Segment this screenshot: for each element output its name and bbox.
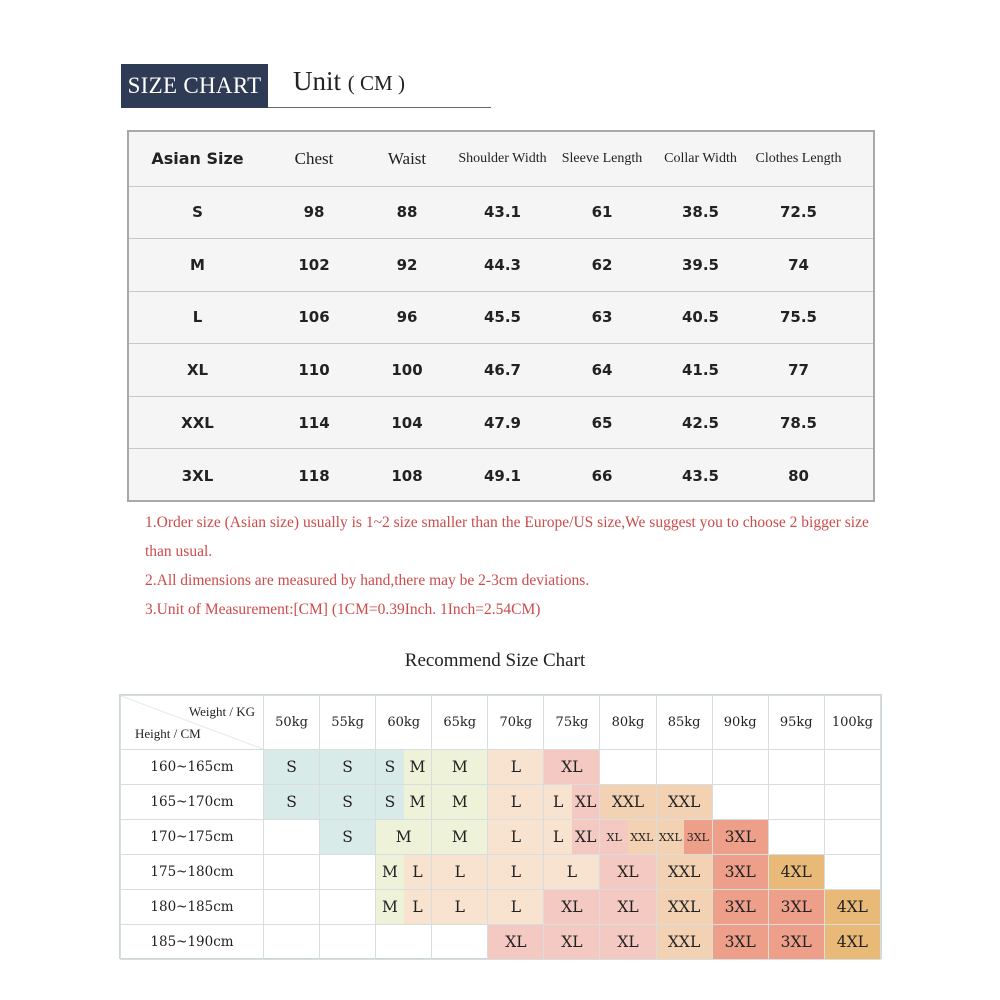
size-cell: 3XL bbox=[181, 466, 214, 485]
recommend-cell bbox=[824, 750, 880, 785]
height-label-cell: 180~185cm bbox=[121, 890, 264, 925]
recommend-cell: S bbox=[264, 750, 320, 785]
recommend-cell bbox=[264, 925, 320, 960]
recommend-cell: XXL bbox=[656, 855, 712, 890]
recommend-cell: M bbox=[376, 820, 432, 855]
recommend-cell: L bbox=[488, 890, 544, 925]
size-cell: 75.5 bbox=[750, 291, 847, 344]
recommend-row bbox=[121, 855, 881, 890]
size-cell: 106 bbox=[266, 291, 362, 344]
size-cell: 102 bbox=[266, 239, 362, 292]
size-row-filler bbox=[847, 291, 873, 344]
split-cell bbox=[376, 750, 431, 784]
recommend-cell bbox=[376, 750, 432, 785]
size-cell: 74 bbox=[750, 239, 847, 292]
recommend-cell: L bbox=[544, 855, 600, 890]
recommend-cell: XL bbox=[544, 890, 600, 925]
recommend-cell: XXL bbox=[600, 785, 656, 820]
recommend-cell: 4XL bbox=[824, 890, 880, 925]
split-size-label: M bbox=[376, 855, 404, 889]
recommend-cell: S bbox=[320, 820, 376, 855]
recommend-cell: XL bbox=[488, 925, 544, 960]
split-cell bbox=[376, 785, 431, 819]
recommend-cell bbox=[376, 855, 432, 890]
recommend-cell: 4XL bbox=[768, 855, 824, 890]
recommend-cell: L bbox=[488, 785, 544, 820]
unit-sub: ( CM ) bbox=[347, 71, 405, 95]
recommend-cell bbox=[600, 750, 656, 785]
size-cell: 61 bbox=[553, 186, 651, 239]
split-size-label: M bbox=[404, 785, 432, 819]
recommend-cell: XL bbox=[600, 925, 656, 960]
recommend-cell bbox=[768, 750, 824, 785]
weight-header-cell: 60kg bbox=[376, 696, 432, 750]
size-table-row bbox=[129, 344, 873, 397]
size-cell: 88 bbox=[362, 186, 452, 239]
recommend-cell bbox=[320, 855, 376, 890]
height-label-cell: 175~180cm bbox=[121, 855, 264, 890]
split-size-label: M bbox=[376, 890, 404, 924]
size-row-filler bbox=[847, 239, 873, 292]
size-cell: 43.5 bbox=[681, 466, 719, 485]
size-table-container bbox=[127, 130, 875, 502]
weight-header-cell: 95kg bbox=[768, 696, 824, 750]
recommend-cell: XXL bbox=[656, 890, 712, 925]
recommend-cell: XXL bbox=[656, 785, 712, 820]
recommend-row bbox=[121, 890, 881, 925]
recommend-cell: 3XL bbox=[712, 820, 768, 855]
size-cell: L bbox=[129, 291, 266, 344]
size-row-filler bbox=[847, 186, 873, 239]
recommend-corner-cell bbox=[121, 696, 264, 750]
size-cell: 98 bbox=[266, 186, 362, 239]
split-size-label: 3XL bbox=[684, 820, 712, 854]
size-table-row bbox=[129, 396, 873, 449]
recommend-cell bbox=[320, 890, 376, 925]
weight-header-cell: 85kg bbox=[656, 696, 712, 750]
split-cell bbox=[600, 820, 655, 854]
recommend-cell bbox=[768, 820, 824, 855]
recommend-cell bbox=[320, 925, 376, 960]
recommend-cell: L bbox=[488, 820, 544, 855]
size-cell: 62 bbox=[553, 239, 651, 292]
recommend-cell: S bbox=[264, 785, 320, 820]
recommend-header-row bbox=[121, 696, 881, 750]
size-row-filler bbox=[847, 449, 873, 502]
size-cell: 110 bbox=[266, 344, 362, 397]
note-1: 1.Order size (Asian size) usually is 1~2 size smaller than the Europe/US size,We suggest you to choose 2 bigger size than usual. bbox=[145, 514, 869, 560]
size-notes bbox=[145, 508, 875, 624]
size-cell: 38.5 bbox=[651, 186, 750, 239]
header-divider bbox=[268, 107, 491, 108]
recommend-cell: M bbox=[432, 820, 488, 855]
size-table-row bbox=[129, 291, 873, 344]
size-header-cell: Clothes Length bbox=[750, 132, 847, 186]
split-size-label: XL bbox=[572, 785, 600, 819]
recommend-cell bbox=[544, 820, 600, 855]
size-header-cell: Sleeve Length bbox=[553, 132, 651, 186]
recommend-cell bbox=[376, 890, 432, 925]
size-cell: 43.1 bbox=[452, 186, 553, 239]
size-cell: S bbox=[129, 186, 266, 239]
weight-header-cell: 80kg bbox=[600, 696, 656, 750]
size-cell: 49.1 bbox=[483, 466, 521, 485]
size-cell: 44.3 bbox=[452, 239, 553, 292]
recommend-cell bbox=[824, 785, 880, 820]
height-label-cell: 170~175cm bbox=[121, 820, 264, 855]
size-cell: 41.5 bbox=[651, 344, 750, 397]
size-cell: 108 bbox=[391, 466, 423, 485]
split-size-label: S bbox=[376, 785, 404, 819]
split-cell bbox=[657, 820, 712, 854]
recommend-cell: L bbox=[488, 855, 544, 890]
recommend-title: Recommend Size Chart bbox=[404, 650, 586, 671]
recommend-cell bbox=[712, 785, 768, 820]
recommend-cell: XXL bbox=[656, 925, 712, 960]
split-size-label: L bbox=[544, 820, 572, 854]
size-table-row bbox=[129, 186, 873, 239]
size-cell: 45.5 bbox=[452, 291, 553, 344]
recommend-cell bbox=[264, 820, 320, 855]
split-size-label: L bbox=[404, 855, 432, 889]
size-table-header-row bbox=[129, 132, 873, 186]
split-size-label: XXL bbox=[628, 820, 656, 854]
weight-header-cell: 100kg bbox=[824, 696, 880, 750]
recommend-cell: XL bbox=[544, 925, 600, 960]
split-size-label: L bbox=[404, 890, 432, 924]
recommend-cell: 4XL bbox=[824, 925, 880, 960]
size-header-cell: Collar Width bbox=[651, 132, 750, 186]
size-cell: 64 bbox=[553, 344, 651, 397]
size-cell: 66 bbox=[591, 466, 613, 485]
size-cell: XXL bbox=[129, 396, 266, 449]
recommend-cell bbox=[656, 750, 712, 785]
split-cell bbox=[376, 890, 431, 924]
recommend-cell: L bbox=[488, 750, 544, 785]
size-cell: 46.7 bbox=[452, 344, 553, 397]
recommend-cell bbox=[264, 890, 320, 925]
weight-header-cell: 90kg bbox=[712, 696, 768, 750]
recommend-cell bbox=[264, 855, 320, 890]
size-header-filler bbox=[847, 132, 873, 186]
size-cell: 42.5 bbox=[651, 396, 750, 449]
recommend-cell: S bbox=[320, 785, 376, 820]
size-table-row bbox=[129, 239, 873, 292]
recommend-cell bbox=[656, 820, 712, 855]
size-cell: 92 bbox=[362, 239, 452, 292]
recommend-row bbox=[121, 925, 881, 960]
recommend-cell: 3XL bbox=[712, 925, 768, 960]
recommend-cell bbox=[544, 785, 600, 820]
height-label-cell: 185~190cm bbox=[121, 925, 264, 960]
size-cell: 47.9 bbox=[452, 396, 553, 449]
recommend-cell bbox=[824, 820, 880, 855]
size-header-cell: Chest bbox=[266, 132, 362, 186]
size-cell: 80 bbox=[788, 466, 809, 485]
size-cell: 65 bbox=[553, 396, 651, 449]
recommend-cell bbox=[768, 785, 824, 820]
recommend-cell bbox=[712, 750, 768, 785]
size-cell: 78.5 bbox=[750, 396, 847, 449]
recommend-cell: XL bbox=[544, 750, 600, 785]
recommend-cell: 3XL bbox=[712, 855, 768, 890]
weight-header-cell: 55kg bbox=[320, 696, 376, 750]
size-table-row bbox=[129, 449, 873, 502]
unit-main: Unit bbox=[293, 66, 342, 96]
size-cell: 114 bbox=[266, 396, 362, 449]
recommend-cell: M bbox=[432, 750, 488, 785]
corner-height-label: Height / CM bbox=[135, 726, 201, 741]
weight-header-cell: 50kg bbox=[264, 696, 320, 750]
recommend-cell bbox=[376, 785, 432, 820]
recommend-cell bbox=[432, 925, 488, 960]
size-cell: 77 bbox=[750, 344, 847, 397]
size-cell: 96 bbox=[362, 291, 452, 344]
split-size-label: S bbox=[376, 750, 404, 784]
recommend-cell bbox=[600, 820, 656, 855]
split-size-label: M bbox=[404, 750, 432, 784]
size-header-cell: Asian Size bbox=[129, 132, 266, 186]
recommend-cell bbox=[376, 925, 432, 960]
weight-header-cell: 65kg bbox=[432, 696, 488, 750]
split-cell bbox=[544, 785, 599, 819]
split-cell bbox=[544, 820, 599, 854]
size-cell: 104 bbox=[362, 396, 452, 449]
size-row-filler bbox=[847, 344, 873, 397]
size-cell: 118 bbox=[298, 466, 330, 485]
size-cell: 72.5 bbox=[750, 186, 847, 239]
size-header-cell: Waist bbox=[362, 132, 452, 186]
recommend-row bbox=[121, 820, 881, 855]
size-row-filler bbox=[847, 396, 873, 449]
height-label-cell: 165~170cm bbox=[121, 785, 264, 820]
note-3: 3.Unit of Measurement:[CM] (1CM=0.39Inch. 1Inch=2.54CM) bbox=[145, 601, 541, 618]
split-size-label: XL bbox=[572, 820, 600, 854]
split-cell bbox=[376, 855, 431, 889]
size-cell: XL bbox=[129, 344, 266, 397]
weight-header-cell: 75kg bbox=[544, 696, 600, 750]
recommend-row bbox=[121, 750, 881, 785]
recommend-cell: S bbox=[320, 750, 376, 785]
split-size-label: L bbox=[544, 785, 572, 819]
size-cell: M bbox=[129, 239, 266, 292]
recommend-cell: M bbox=[432, 785, 488, 820]
recommend-cell: XL bbox=[600, 855, 656, 890]
corner-weight-label: Weight / KG bbox=[188, 704, 255, 719]
size-cell: 63 bbox=[553, 291, 651, 344]
size-cell: 100 bbox=[362, 344, 452, 397]
size-table bbox=[129, 132, 873, 502]
size-cell: 40.5 bbox=[651, 291, 750, 344]
recommend-table bbox=[120, 695, 881, 960]
size-cell: 39.5 bbox=[651, 239, 750, 292]
split-size-label: XXL bbox=[657, 820, 685, 854]
recommend-row bbox=[121, 785, 881, 820]
recommend-cell: 3XL bbox=[712, 890, 768, 925]
recommend-cell: L bbox=[432, 855, 488, 890]
weight-header-cell: 70kg bbox=[488, 696, 544, 750]
unit-label bbox=[293, 66, 405, 97]
height-label-cell: 160~165cm bbox=[121, 750, 264, 785]
recommend-cell: 3XL bbox=[768, 890, 824, 925]
recommend-table-container bbox=[119, 694, 882, 959]
recommend-cell: 3XL bbox=[768, 925, 824, 960]
note-2: 2.All dimensions are measured by hand,there may be 2-3cm deviations. bbox=[145, 572, 590, 589]
split-size-label: XL bbox=[600, 820, 628, 854]
size-header-cell: Shoulder Width bbox=[452, 132, 553, 186]
recommend-cell: XL bbox=[600, 890, 656, 925]
recommend-cell: L bbox=[432, 890, 488, 925]
recommend-cell bbox=[824, 855, 880, 890]
size-chart-badge: SIZE CHART bbox=[121, 64, 268, 108]
